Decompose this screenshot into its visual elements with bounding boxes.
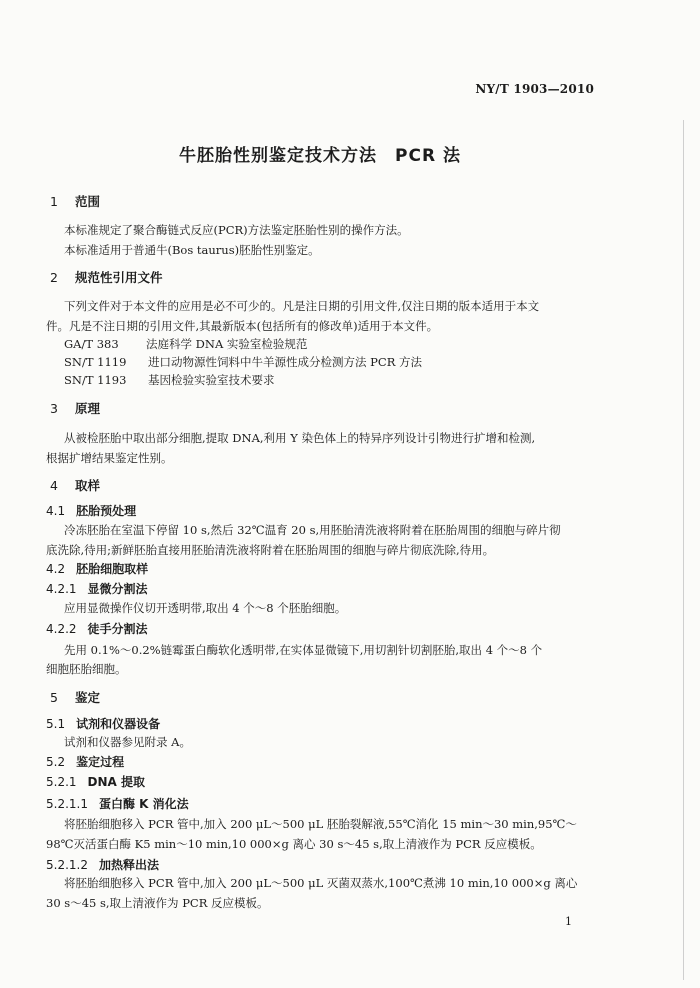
reference-code: SN/T 1193 (64, 373, 127, 387)
reference-item (64, 354, 422, 370)
section-number: 4 (50, 478, 58, 493)
section-5-2-1-2-line-1: 将胚胎细胞移入 PCR 管中,加入 200 μL～500 μL 灭菌双蒸水,100℃煮沸 10 min,10 000×g 离心 (64, 876, 578, 890)
section-3-heading (50, 399, 100, 417)
section-title: 徒手分割法 (87, 622, 148, 636)
standard-code: NY/T 1903—2010 (475, 82, 594, 96)
section-5-1-line-1: 试剂和仪器参见附录 A。 (64, 735, 191, 749)
section-3-line-2: 根据扩增结果鉴定性别。 (46, 451, 173, 465)
section-2-para-line-2: 件。凡是不注日期的引用文件,其最新版本(包括所有的修改单)适用于本文件。 (46, 319, 439, 333)
document-title: 牛胚胎性别鉴定技术方法 PCR 法 (179, 146, 461, 166)
section-title: 加热释出法 (98, 858, 159, 872)
section-4-2-1-heading (46, 580, 148, 597)
section-3-line-1: 从被检胚胎中取出部分细胞,提取 DNA,利用 Y 染色体上的特异序列设计引物进行扩增和检测, (64, 431, 536, 445)
page-number: 1 (565, 915, 572, 928)
section-1-para-2: 本标准适用于普通牛(Bos taurus)胚胎性别鉴定。 (64, 243, 320, 257)
reference-code: GA/T 383 (64, 337, 119, 351)
section-4-1-line-2: 底洗除,待用;新鲜胚胎直接用胚胎清洗液将附着在胚胎周围的细胞与碎片彻底洗除,待用。 (46, 543, 495, 557)
reference-title: 进口动物源性饲料中牛羊源性成分检测方法 PCR 方法 (148, 355, 423, 369)
section-5-2-1-1-line-1: 将胚胎细胞移入 PCR 管中,加入 200 μL～500 μL 胚胎裂解液,55℃消化 15 min～30 min,95℃～ (64, 817, 577, 831)
section-number: 5.2.1.2 (46, 858, 88, 872)
section-title: 鉴定过程 (76, 755, 125, 769)
section-5-1-heading (46, 715, 160, 732)
section-5-heading (50, 688, 100, 706)
section-number: 1 (50, 194, 58, 209)
section-5-2-1-2-line-2: 30 s～45 s,取上清液作为 PCR 反应模板。 (46, 896, 269, 910)
section-5-2-heading (46, 753, 124, 770)
section-number: 2 (50, 270, 58, 285)
section-number: 5.2.1 (46, 775, 77, 789)
section-number: 5 (50, 690, 58, 705)
reference-title: 基因检验实验室技术要求 (148, 373, 275, 387)
section-number: 4.2.1 (46, 582, 77, 596)
section-5-2-1-2-heading (46, 856, 159, 873)
section-4-2-2-heading (46, 620, 148, 637)
section-4-heading (50, 476, 100, 494)
scan-edge-line (683, 120, 684, 980)
section-title: 显微分割法 (87, 582, 148, 596)
section-1-heading (50, 192, 100, 210)
section-title: 取样 (75, 478, 101, 493)
section-1-para-1: 本标准规定了聚合酶链式反应(PCR)方法鉴定胚胎性别的操作方法。 (64, 223, 409, 237)
section-number: 4.2 (46, 562, 66, 576)
section-4-1-heading (46, 502, 136, 519)
section-4-2-heading (46, 560, 148, 577)
section-title: 试剂和仪器设备 (76, 717, 161, 731)
section-4-2-1-line-1: 应用显微操作仪切开透明带,取出 4 个～8 个胚胎细胞。 (64, 601, 347, 615)
section-title: DNA 提取 (87, 775, 146, 789)
reference-item (64, 336, 307, 352)
section-number: 5.2.1.1 (46, 797, 88, 811)
section-number: 4.1 (46, 504, 66, 518)
reference-code: SN/T 1119 (64, 355, 127, 369)
section-2-para-line-1: 下列文件对于本文件的应用是必不可少的。凡是注日期的引用文件,仅注日期的版本适用于本文 (64, 299, 540, 313)
section-2-heading (50, 268, 163, 286)
section-4-1-line-1: 冷冻胚胎在室温下停留 10 s,然后 32℃温育 20 s,用胚胎清洗液将附着在胚胎周围的细胞与碎片彻 (64, 523, 561, 537)
section-number: 5.2 (46, 755, 66, 769)
reference-item (64, 372, 275, 388)
section-4-2-2-line-2: 细胞胚胎细胞。 (46, 662, 127, 676)
section-title: 胚胎细胞取样 (76, 562, 149, 576)
section-title: 原理 (75, 401, 101, 416)
section-number: 3 (50, 401, 58, 416)
section-number: 5.1 (46, 717, 66, 731)
section-5-2-1-heading (46, 773, 145, 790)
section-4-2-2-line-1: 先用 0.1%～0.2%链霉蛋白酶软化透明带,在实体显微镜下,用切割针切割胚胎,取出 4 个～8 个 (64, 643, 543, 657)
reference-title: 法庭科学 DNA 实验室检验规范 (146, 337, 308, 351)
section-5-2-1-1-line-2: 98℃灭活蛋白酶 K5 min～10 min,10 000×g 离心 30 s～45 s,取上清液作为 PCR 反应模板。 (46, 837, 542, 851)
section-title: 范围 (75, 194, 101, 209)
section-title: 胚胎预处理 (76, 504, 137, 518)
section-title: 规范性引用文件 (75, 270, 163, 285)
section-title: 鉴定 (75, 690, 101, 705)
section-title: 蛋白酶 K 消化法 (98, 797, 189, 811)
section-number: 4.2.2 (46, 622, 77, 636)
section-5-2-1-1-heading (46, 795, 189, 812)
